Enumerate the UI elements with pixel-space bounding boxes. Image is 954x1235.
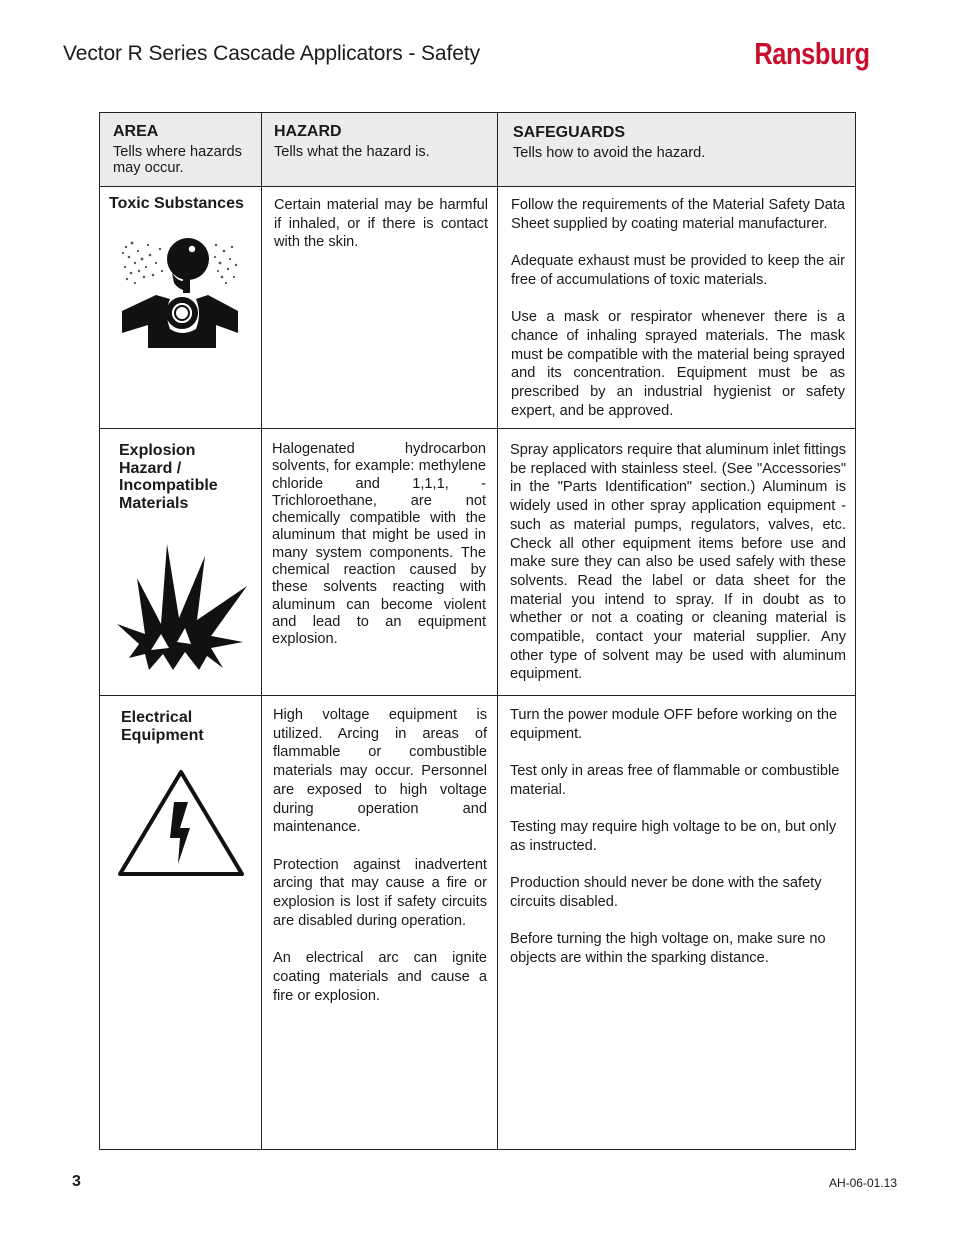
safeguards-description: Turn the power module OFF before working on the equipment. Test only in areas free of flammable or combustible material. Testing may require high voltage to be on, but only as instructed. Production should never be done with the safety circuits disabled. Before turning the high voltage on, make sure no objects are within the sparking distance. <box>510 707 840 967</box>
column-divider <box>497 113 498 1149</box>
toxic-inhalation-icon <box>120 233 240 348</box>
explosion-icon <box>115 538 250 671</box>
row-divider <box>100 428 855 429</box>
document-code: AH-06-01.13 <box>828 1176 897 1190</box>
column-header-safeguards: SAFEGUARDS Tells how to avoid the hazard. <box>513 124 706 161</box>
row-divider <box>100 186 855 187</box>
page-number: 3 <box>72 1173 81 1190</box>
hazard-description: Certain material may be harmful if inhaled, or if there is contact with the skin. <box>274 197 488 251</box>
high-voltage-warning-icon <box>116 768 246 878</box>
safety-table <box>99 112 856 1150</box>
page-title: Vector R Series Cascade Applicators - Safety <box>63 42 480 65</box>
column-header-hazard: HAZARD Tells what the hazard is. <box>274 123 430 160</box>
area-label: Electrical Equipment <box>121 709 204 744</box>
brand-logo: Ransburg <box>754 36 870 71</box>
row-divider <box>100 695 855 696</box>
hazard-description: High voltage equipment is utilized. Arcing in areas of flammable or combustible materials may occur. Personnel are exposed to high voltage during operation and maintenance. Protection against inadvertent arcing that may cause a fire or explosion is lost if safety circuits are disabled during operation. An electrical arc can ignite coating materials and cause a fire or explosion. <box>273 707 487 1004</box>
column-divider <box>261 113 262 1149</box>
safeguards-description: Spray applicators require that aluminum inlet fittings be replaced with stainless steel. (See "Accessories" in the "Parts Identification" section.) Aluminum is widely used in other spray application equipment - such as material pumps, regulators, valves, etc. Check all other equipment items before use and make sure they can also be used safely with these solvents. Read the label or data sheet for the material you intend to spray. If in doubt as to whether or not a coating or cleaning material is compatible, contact your material supplier. Any other type of solvent may be used with aluminum equipment. <box>510 442 846 683</box>
hazard-description: Halogenated hydrocarbon solvents, for example: methylene chloride and 1,1,1, - Trichloroethane, are not chemically compatible with the aluminum that might be used in many system components. The chemical reaction caused by these solvents reacting with aluminum can become violent and lead to an equipment explosion. <box>272 441 486 648</box>
area-label: Explosion Hazard / Incompatible Materials <box>119 442 218 512</box>
safeguards-description: Follow the requirements of the Material Safety Data Sheet supplied by coating material manufacturer. Adequate exhaust must be provided to keep the air free of accumulations of toxic materials. Use a mask or respirator whenever there is a chance of inhaling sprayed materials. The mask must be compatible with the material being sprayed and its concentration. Equipment must be as prescribed by an industrial hygienist or safety expert, and be approved. <box>511 197 845 419</box>
column-header-area: AREA Tells where hazards may occur. <box>113 123 242 176</box>
area-label: Toxic Substances <box>109 195 244 212</box>
